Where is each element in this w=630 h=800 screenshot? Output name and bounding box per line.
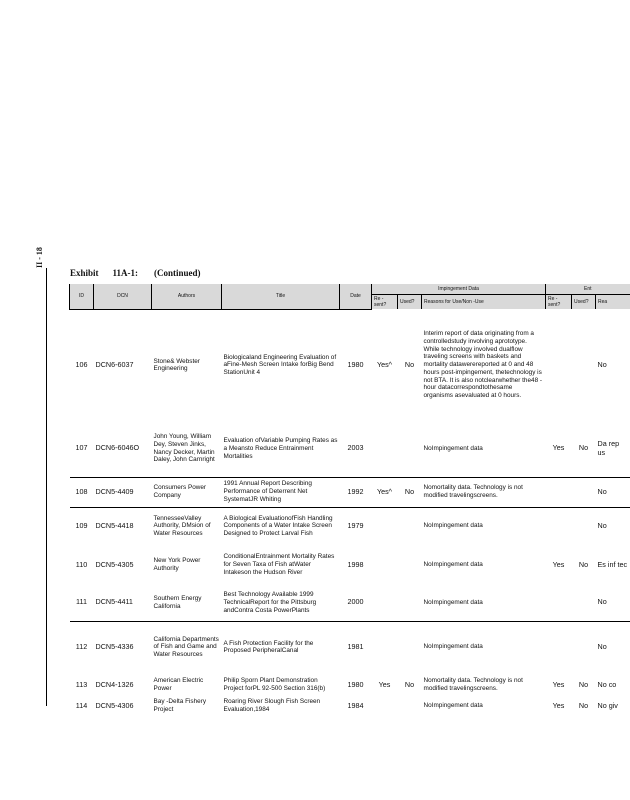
cell-authors: California Departments of Fish and Game and Water Resources [152, 621, 222, 673]
cell-reason: NoImpingement data [422, 507, 546, 545]
cell-dcn: DCN5-4411 [95, 597, 133, 607]
cell-dcn: DCN4-1326 [95, 679, 134, 689]
cell-used [398, 697, 422, 715]
table-row [70, 621, 630, 673]
cell-used2 [572, 507, 596, 545]
cell-rep2: Yes [552, 559, 565, 569]
page-label: II - 18 [35, 247, 44, 268]
cell-rep2: Yes [552, 443, 565, 453]
cell-used: No [404, 679, 415, 689]
cell-rep: Yes [378, 679, 391, 689]
cell-id: 113 [75, 679, 88, 689]
cell-authors: Southern Energy California [153, 595, 202, 610]
header-dcn: DCN [94, 284, 152, 309]
cell-rep [372, 545, 398, 585]
cell-dcn: DCN6-6046O [95, 443, 140, 453]
cell-title: Roaring River Slough Fish Screen Evaluation,1984 [223, 698, 321, 713]
cell-id: 108 [70, 477, 94, 507]
cell-used [398, 621, 422, 673]
cell-used [398, 507, 422, 545]
cell-used [398, 545, 422, 585]
cell-rep [372, 421, 398, 477]
cell-used: No [404, 359, 415, 369]
cell-dcn: DCN6-6037 [95, 359, 134, 369]
cell-rep: Yes^ [376, 359, 393, 369]
cell-authors: Bay -Delta Fishery Project [153, 698, 207, 713]
cell-reason: NoImpingement data [423, 444, 483, 452]
cell-r2: No [596, 621, 630, 673]
cell-id: 114 [75, 700, 88, 710]
cell-dcn: DCN5-4306 [95, 700, 134, 710]
cell-rep [372, 507, 398, 545]
cell-reason: Nomortality data. Technology is not modified travelingscreens. [422, 477, 546, 507]
cell-dcn: DCN5-4409 [94, 477, 152, 507]
cell-title: ConditionalEntrainment Mortality Rates for Seven Taxa of Fish atWater Intakeson the Hudson River [223, 553, 335, 576]
cell-used2 [572, 477, 596, 507]
cell-used2: No [578, 443, 589, 453]
cell-rep2 [546, 507, 572, 545]
cell-date: 2003 [347, 443, 364, 453]
cell-r2: Es inf tec [597, 559, 628, 569]
cell-dcn: DCN5-4418 [94, 507, 152, 545]
cell-date: 1984 [347, 700, 364, 710]
cell-rep2 [546, 621, 572, 673]
cell-id: 107 [75, 443, 88, 453]
cell-id: 109 [70, 507, 94, 545]
cell-title: Evaluation ofVariable Pumping Rates as a Meansto Reduce Entrainment Mortalities [223, 437, 338, 460]
cell-reason: NoImpingement data [423, 561, 483, 569]
header-represented-2: Re - sent? [546, 295, 572, 310]
header-entrainment-group: Ent [546, 284, 630, 295]
cell-r2: No [596, 507, 630, 545]
cell-reason: NoImpingement data [422, 621, 546, 673]
table-row [70, 585, 630, 621]
cell-date: 1980 [347, 359, 364, 369]
cell-r2: No co [597, 679, 617, 689]
cell-rep2 [546, 477, 572, 507]
header-represented: Re - sent? [372, 295, 398, 310]
cell-r2: No giv [597, 700, 618, 710]
header-date: Date [340, 284, 372, 309]
cell-reason: NoImpingement data [423, 702, 483, 710]
table-row [70, 421, 630, 477]
cell-r2: Da rep us [597, 439, 620, 457]
cell-date: 1979 [340, 507, 372, 545]
header-reasons: Reasons for Use/Non -Use [422, 295, 546, 310]
cell-used [398, 585, 422, 621]
header-impingement-group: Impingement Data [372, 284, 546, 295]
cell-authors: American Electric Power [153, 677, 204, 692]
cell-reason: Nomortality data. Technology is not modified travelingscreens. [423, 677, 523, 692]
header-title: Title [222, 284, 340, 309]
cell-used2: No [578, 559, 589, 569]
cell-title: A Biological EvaluationofFish Handling Components of a Water Intake Screen Designed to Protect Larval Fish [222, 507, 340, 545]
cell-used2 [572, 309, 596, 421]
table-row [70, 673, 630, 697]
cell-authors: Stone& Webster Engineering [153, 357, 200, 373]
cell-title: Philip Sporn Plant Demonstration Project forPL 92-500 Section 316(b) [223, 677, 326, 692]
table-row [70, 507, 630, 545]
cell-used2 [572, 621, 596, 673]
margin-rule [46, 268, 47, 706]
cell-id: 106 [75, 359, 88, 369]
cell-rep2: Yes [552, 700, 565, 710]
cell-dcn: DCN5-4305 [95, 559, 134, 569]
cell-dcn: DCN5-4336 [94, 621, 152, 673]
cell-rep: Yes^ [372, 477, 398, 507]
cell-title: Biologicaland Engineering Evaluation of aFine-Mesh Screen Intake forBig Bend StationUnit 4 [223, 353, 337, 377]
cell-r2: No [597, 359, 607, 369]
table-row [70, 545, 630, 585]
cell-date: 1998 [347, 559, 364, 569]
header-used: Used? [398, 295, 422, 310]
cell-used [398, 421, 422, 477]
cell-date: 1980 [347, 679, 364, 689]
cell-rep2 [546, 585, 572, 621]
table-row [70, 309, 630, 421]
cell-title: 1991 Annual Report Describing Performance of Deterrent Net SystematJR Whiting [222, 477, 340, 507]
cell-r2: No [596, 477, 630, 507]
cell-rep2: Yes [552, 679, 565, 689]
cell-date: 1992 [340, 477, 372, 507]
cell-used2: No [578, 679, 589, 689]
cell-id: 110 [75, 559, 88, 569]
header-used-2: Used? [572, 295, 596, 310]
cell-rep2 [546, 309, 572, 421]
cell-title: Best Technology Available 1999 TechnicalReport for the Pittsburg andContra Costa PowerPlants [223, 591, 317, 614]
exhibit-caption: Exhibit 11A-1: (Continued) [70, 268, 201, 278]
cell-rep [372, 585, 398, 621]
table-row [70, 697, 630, 715]
cell-authors: Consumers Power Company [152, 477, 222, 507]
cell-authors: TennesseeValley Authority, DMsion of Water Resources [152, 507, 222, 545]
header-id: ID [70, 284, 94, 309]
cell-reason: Interim report of data originating from a controlledstudy involving aprototype. While technology involved dualflow traveling screens with baskets and mortality datawerereported at 0 and 48 hours post-impingement, thetechnology is not BTA. It is also notclearwhether the48 -hour datacorrespondtothesame organisms asevaluated at 0 hours. [423, 330, 543, 399]
cell-date: 1981 [340, 621, 372, 673]
cell-reason: NoImpingement data [423, 598, 483, 606]
cell-authors: New York Power Authority [153, 557, 201, 572]
cell-rep [372, 697, 398, 715]
cell-date: 2000 [347, 597, 364, 607]
cell-authors: John Young, William Dey, Steven Jinks, Nancy Decker, Martin Daley, John Carnright [153, 433, 215, 464]
header-authors: Authors [152, 284, 222, 309]
cell-title: A Fish Protection Facility for the Proposed PeripheralCanal [222, 621, 340, 673]
header-reasons-2: Rea [596, 295, 630, 310]
table-row [70, 477, 630, 507]
cell-rep [372, 621, 398, 673]
cell-used2: No [578, 700, 589, 710]
cell-used: No [398, 477, 422, 507]
cell-id: 112 [70, 621, 94, 673]
cell-r2: No [597, 597, 607, 607]
cell-used2 [572, 585, 596, 621]
cell-id: 111 [76, 597, 87, 607]
reference-table [69, 284, 630, 715]
